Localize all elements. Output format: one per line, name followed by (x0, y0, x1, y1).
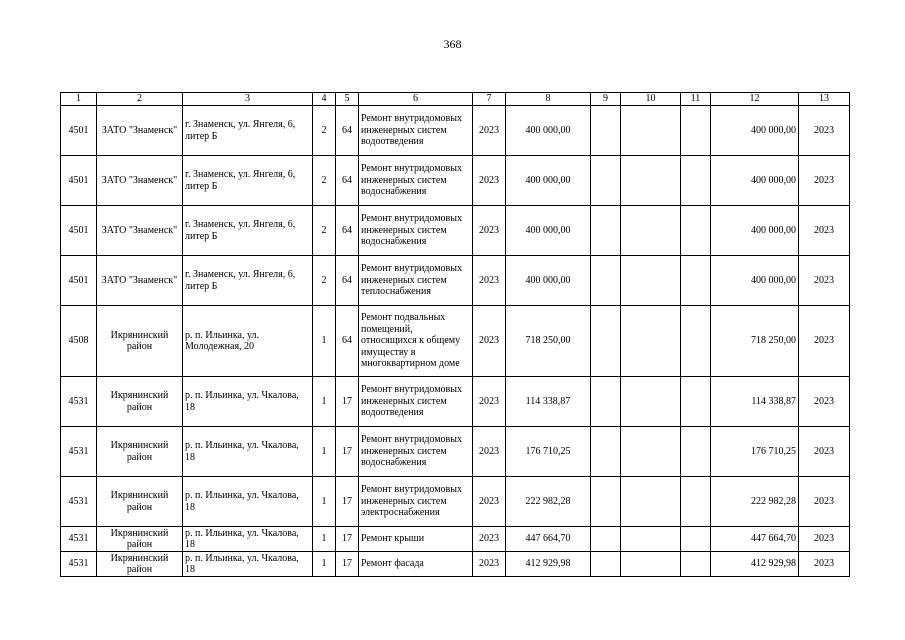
header-cell: 2 (97, 93, 183, 106)
col-10-cell (621, 306, 681, 377)
col-end-year-cell: 2023 (799, 427, 850, 477)
col-9-cell (591, 306, 621, 377)
col-end-year-cell: 2023 (799, 477, 850, 527)
col-work-type-cell: Ремонт внутридомовых инженерных систем теплоснабжения (359, 256, 473, 306)
col-work-type-cell: Ремонт внутридомовых инженерных систем водоотведения (359, 106, 473, 156)
col-work-type-cell: Ремонт внутридомовых инженерных систем электроснабжения (359, 477, 473, 527)
col-cost-cell: 447 664,70 (506, 527, 591, 552)
col-year-cell: 2023 (473, 306, 506, 377)
col-total-cell: 412 929,98 (711, 552, 799, 577)
col-9-cell (591, 377, 621, 427)
col-work-type-cell: Ремонт подвальных помещений, относящихся к общему имуществу в многоквартирном доме (359, 306, 473, 377)
col-11-cell (681, 106, 711, 156)
col-id-cell: 4531 (61, 377, 97, 427)
col-cost-cell: 222 982,28 (506, 477, 591, 527)
col-5-cell: 17 (336, 527, 359, 552)
table-row (61, 377, 850, 427)
col-address-cell: р. п. Ильинка, ул. Молодежная, 20 (183, 306, 313, 377)
col-11-cell (681, 206, 711, 256)
header-cell: 9 (591, 93, 621, 106)
col-year-cell: 2023 (473, 156, 506, 206)
col-10-cell (621, 377, 681, 427)
col-9-cell (591, 256, 621, 306)
header-cell: 11 (681, 93, 711, 106)
header-row (61, 93, 850, 106)
col-9-cell (591, 206, 621, 256)
col-id-cell: 4531 (61, 427, 97, 477)
col-5-cell: 64 (336, 156, 359, 206)
col-year-cell: 2023 (473, 377, 506, 427)
col-address-cell: г. Знаменск, ул. Янгеля, 6, литер Б (183, 106, 313, 156)
col-municipality-cell: Икрянинский район (97, 427, 183, 477)
col-year-cell: 2023 (473, 477, 506, 527)
col-end-year-cell: 2023 (799, 106, 850, 156)
table-row (61, 427, 850, 477)
col-cost-cell: 718 250,00 (506, 306, 591, 377)
col-total-cell: 400 000,00 (711, 106, 799, 156)
col-10-cell (621, 156, 681, 206)
table-row (61, 552, 850, 577)
col-work-type-cell: Ремонт крыши (359, 527, 473, 552)
col-cost-cell: 400 000,00 (506, 106, 591, 156)
header-cell: 5 (336, 93, 359, 106)
col-9-cell (591, 477, 621, 527)
col-municipality-cell: ЗАТО "Знаменск" (97, 106, 183, 156)
col-10-cell (621, 256, 681, 306)
col-cost-cell: 400 000,00 (506, 206, 591, 256)
col-municipality-cell: ЗАТО "Знаменск" (97, 206, 183, 256)
col-end-year-cell: 2023 (799, 156, 850, 206)
col-10-cell (621, 106, 681, 156)
col-cost-cell: 400 000,00 (506, 256, 591, 306)
col-11-cell (681, 427, 711, 477)
col-end-year-cell: 2023 (799, 256, 850, 306)
col-municipality-cell: Икрянинский район (97, 477, 183, 527)
col-municipality-cell: ЗАТО "Знаменск" (97, 156, 183, 206)
col-id-cell: 4501 (61, 156, 97, 206)
col-total-cell: 718 250,00 (711, 306, 799, 377)
col-11-cell (681, 306, 711, 377)
col-4-cell: 2 (313, 156, 336, 206)
col-5-cell: 64 (336, 256, 359, 306)
col-9-cell (591, 527, 621, 552)
col-address-cell: р. п. Ильинка, ул. Чкалова, 18 (183, 427, 313, 477)
header-cell: 13 (799, 93, 850, 106)
header-cell: 3 (183, 93, 313, 106)
col-id-cell: 4531 (61, 552, 97, 577)
col-total-cell: 447 664,70 (711, 527, 799, 552)
col-11-cell (681, 156, 711, 206)
col-id-cell: 4501 (61, 256, 97, 306)
col-address-cell: р. п. Ильинка, ул. Чкалова, 18 (183, 477, 313, 527)
col-address-cell: г. Знаменск, ул. Янгеля, 6, литер Б (183, 156, 313, 206)
col-year-cell: 2023 (473, 552, 506, 577)
col-4-cell: 2 (313, 206, 336, 256)
header-cell: 12 (711, 93, 799, 106)
col-cost-cell: 176 710,25 (506, 427, 591, 477)
col-total-cell: 222 982,28 (711, 477, 799, 527)
col-4-cell: 1 (313, 306, 336, 377)
col-year-cell: 2023 (473, 106, 506, 156)
register-table (60, 92, 850, 577)
header-cell: 4 (313, 93, 336, 106)
col-4-cell: 2 (313, 256, 336, 306)
col-total-cell: 176 710,25 (711, 427, 799, 477)
col-work-type-cell: Ремонт внутридомовых инженерных систем водоснабжения (359, 156, 473, 206)
col-5-cell: 17 (336, 477, 359, 527)
col-address-cell: г. Знаменск, ул. Янгеля, 6, литер Б (183, 256, 313, 306)
col-address-cell: р. п. Ильинка, ул. Чкалова, 18 (183, 552, 313, 577)
table-row (61, 156, 850, 206)
header-cell: 10 (621, 93, 681, 106)
col-5-cell: 64 (336, 206, 359, 256)
col-id-cell: 4531 (61, 477, 97, 527)
table-row (61, 477, 850, 527)
col-9-cell (591, 106, 621, 156)
col-total-cell: 400 000,00 (711, 156, 799, 206)
page-number: 368 (443, 37, 462, 51)
header-cell: 1 (61, 93, 97, 106)
col-10-cell (621, 552, 681, 577)
col-address-cell: р. п. Ильинка, ул. Чкалова, 18 (183, 377, 313, 427)
col-address-cell: г. Знаменск, ул. Янгеля, 6, литер Б (183, 206, 313, 256)
col-4-cell: 1 (313, 377, 336, 427)
col-work-type-cell: Ремонт фасада (359, 552, 473, 577)
col-4-cell: 1 (313, 477, 336, 527)
col-9-cell (591, 427, 621, 477)
col-5-cell: 17 (336, 377, 359, 427)
col-4-cell: 1 (313, 427, 336, 477)
col-work-type-cell: Ремонт внутридомовых инженерных систем водоотведения (359, 377, 473, 427)
col-municipality-cell: Икрянинский район (97, 527, 183, 552)
col-5-cell: 17 (336, 552, 359, 577)
col-address-cell: р. п. Ильинка, ул. Чкалова, 18 (183, 527, 313, 552)
col-11-cell (681, 552, 711, 577)
col-11-cell (681, 477, 711, 527)
table-row (61, 106, 850, 156)
col-id-cell: 4508 (61, 306, 97, 377)
col-year-cell: 2023 (473, 527, 506, 552)
col-9-cell (591, 156, 621, 206)
col-year-cell: 2023 (473, 256, 506, 306)
col-end-year-cell: 2023 (799, 552, 850, 577)
col-end-year-cell: 2023 (799, 306, 850, 377)
col-4-cell: 1 (313, 527, 336, 552)
col-11-cell (681, 377, 711, 427)
col-9-cell (591, 552, 621, 577)
col-5-cell: 17 (336, 427, 359, 477)
col-11-cell (681, 527, 711, 552)
col-end-year-cell: 2023 (799, 377, 850, 427)
col-municipality-cell: Икрянинский район (97, 377, 183, 427)
col-cost-cell: 400 000,00 (506, 156, 591, 206)
col-work-type-cell: Ремонт внутридомовых инженерных систем водоснабжения (359, 206, 473, 256)
col-end-year-cell: 2023 (799, 206, 850, 256)
table-row (61, 256, 850, 306)
col-municipality-cell: Икрянинский район (97, 552, 183, 577)
header-cell: 8 (506, 93, 591, 106)
col-5-cell: 64 (336, 306, 359, 377)
table-row (61, 206, 850, 256)
col-4-cell: 2 (313, 106, 336, 156)
col-total-cell: 114 338,87 (711, 377, 799, 427)
header-cell: 6 (359, 93, 473, 106)
col-municipality-cell: Икрянинский район (97, 306, 183, 377)
table-row (61, 527, 850, 552)
col-10-cell (621, 206, 681, 256)
header-cell: 7 (473, 93, 506, 106)
col-id-cell: 4501 (61, 206, 97, 256)
col-work-type-cell: Ремонт внутридомовых инженерных систем водоснабжения (359, 427, 473, 477)
col-municipality-cell: ЗАТО "Знаменск" (97, 256, 183, 306)
col-end-year-cell: 2023 (799, 527, 850, 552)
col-10-cell (621, 427, 681, 477)
col-total-cell: 400 000,00 (711, 256, 799, 306)
col-cost-cell: 114 338,87 (506, 377, 591, 427)
col-10-cell (621, 477, 681, 527)
col-year-cell: 2023 (473, 427, 506, 477)
col-year-cell: 2023 (473, 206, 506, 256)
col-11-cell (681, 256, 711, 306)
col-4-cell: 1 (313, 552, 336, 577)
col-10-cell (621, 527, 681, 552)
col-total-cell: 400 000,00 (711, 206, 799, 256)
col-id-cell: 4501 (61, 106, 97, 156)
table-row (61, 306, 850, 377)
col-id-cell: 4531 (61, 527, 97, 552)
col-cost-cell: 412 929,98 (506, 552, 591, 577)
col-5-cell: 64 (336, 106, 359, 156)
